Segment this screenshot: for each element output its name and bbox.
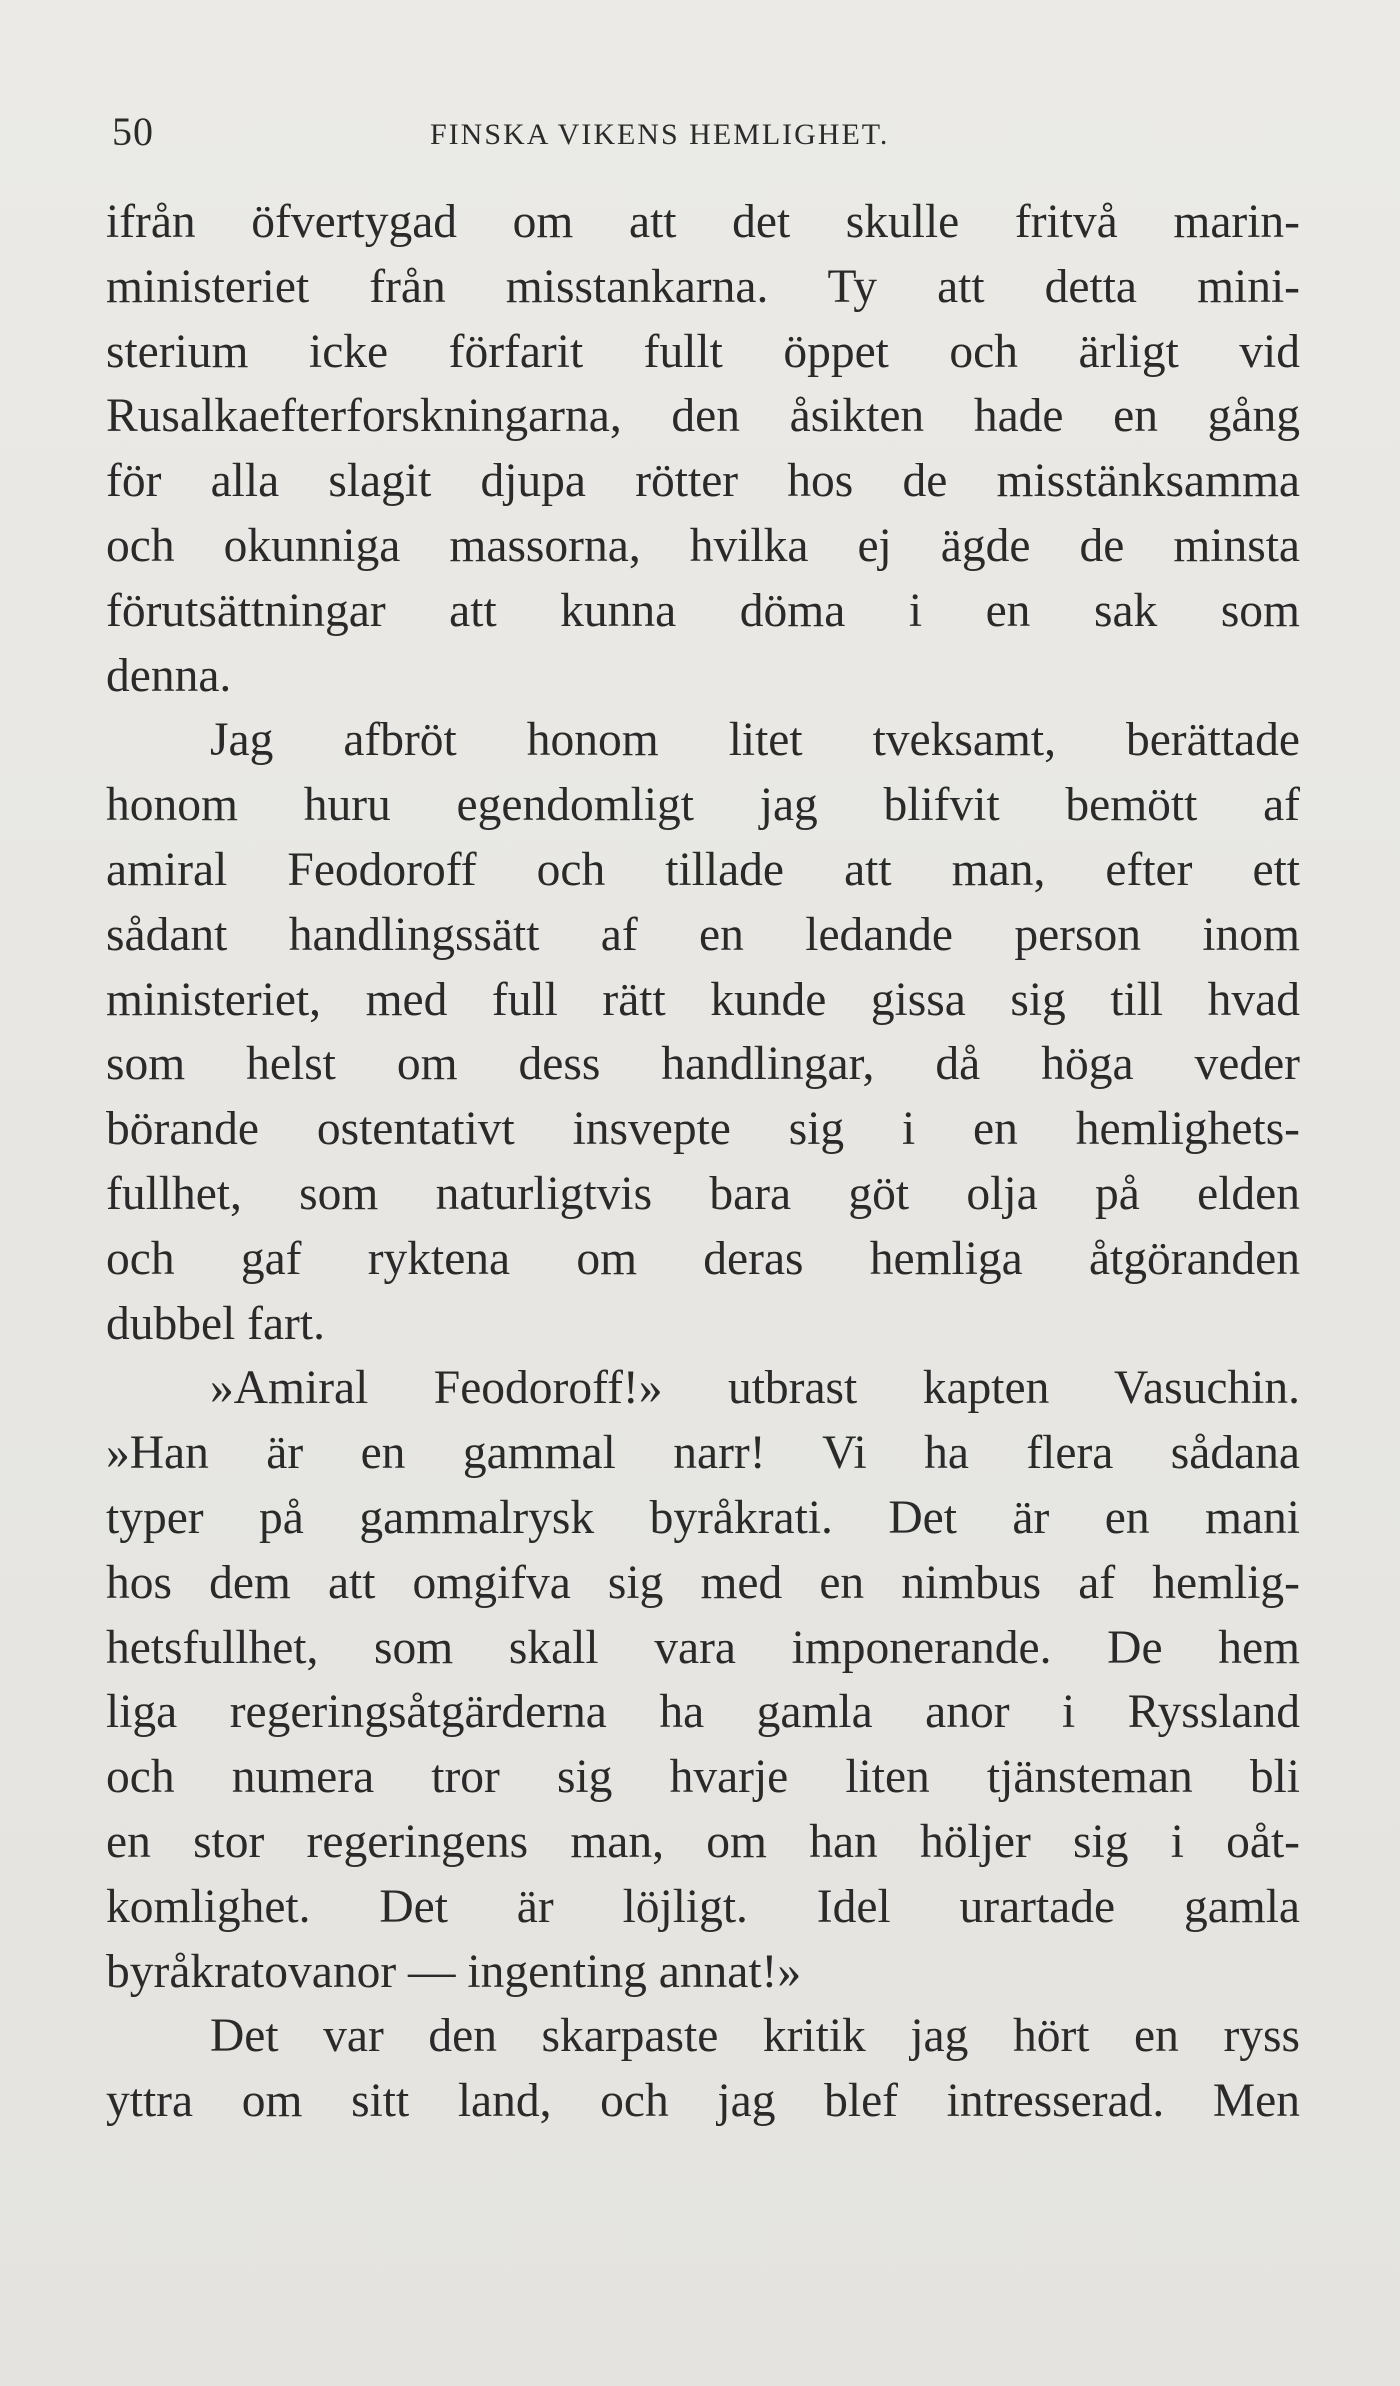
text-line: byråkratovanor — ingenting annat!» [106,1945,802,1998]
text-line: sterium icke förfarit fullt öppet och ärligt vid [106,325,1300,378]
text-line: »Amiral Feodoroff!» utbrast kapten Vasuchin. [210,1362,1300,1415]
text-line: ifrån öfvertygad om att det skulle fritvå marin- [106,196,1300,248]
text-line: liga regeringsåtgärderna ha gamla anor i Ryssland [106,1686,1300,1739]
text-line: yttra om sitt land, och jag blef intresserad. Men [106,2075,1300,2128]
text-line: typer på gammalrysk byråkrati. Det är en mani [106,1491,1300,1544]
text-line: och numera tror sig hvarje liten tjänsteman bli [106,1751,1300,1804]
paragraph [106,2004,1300,2134]
text-line: amiral Feodoroff och tillade att man, efter ett [106,843,1300,896]
text-line: komlighet. Det är löjligt. Idel urartade gamla [106,1880,1300,1933]
text-line: förutsättningar att kunna döma i en sak som [106,584,1300,637]
paragraph [106,708,1300,1356]
text-line: Det var den skarpaste kritik jag hört en ryss [210,2010,1300,2063]
text-line: dubbel fart. [106,1297,325,1350]
text-line: sådant handlingssätt af en ledande person inom [106,908,1300,961]
text-line: »Han är en gammal narr! Vi ha flera sådana [106,1427,1300,1480]
text-line: honom huru egendomligt jag blifvit bemött af [106,779,1300,832]
text-line: Rusalkaefterforskningarna, den åsikten hade en gång [106,390,1300,443]
text-line: ministeriet, med full rätt kunde gissa sig till hvad [106,973,1300,1026]
running-title: FINSKA VIKENS HEMLIGHET. [430,118,890,151]
paragraph [106,1356,1300,2004]
text-line: och okunniga massorna, hvilka ej ägde de minsta [106,519,1300,572]
text-line: denna. [106,649,232,702]
body-text [106,190,1300,2134]
text-line: fullhet, som naturligtvis bara göt olja på elden [106,1167,1300,1220]
text-line: hos dem att omgifva sig med en nimbus af hemlig- [106,1556,1300,1609]
page-header [112,108,1302,168]
text-line: ministeriet från misstankarna. Ty att detta mini- [106,260,1300,313]
paragraph [106,190,1300,708]
text-line: som helst om dess handlingar, då höga veder [106,1038,1300,1091]
text-line: en stor regeringens man, om han höljer sig i oåt- [106,1815,1300,1868]
text-line: och gaf ryktena om deras hemliga åtgöranden [106,1232,1300,1285]
text-line: hetsfullhet, som skall vara imponerande. De hem [106,1621,1300,1674]
text-line: för alla slagit djupa rötter hos de misstänksamma [106,455,1300,508]
text-line: Jag afbröt honom litet tveksamt, berättade [210,714,1300,767]
text-line: börande ostentativt insvepte sig i en hemlighets- [106,1103,1300,1156]
page-number: 50 [112,109,154,154]
